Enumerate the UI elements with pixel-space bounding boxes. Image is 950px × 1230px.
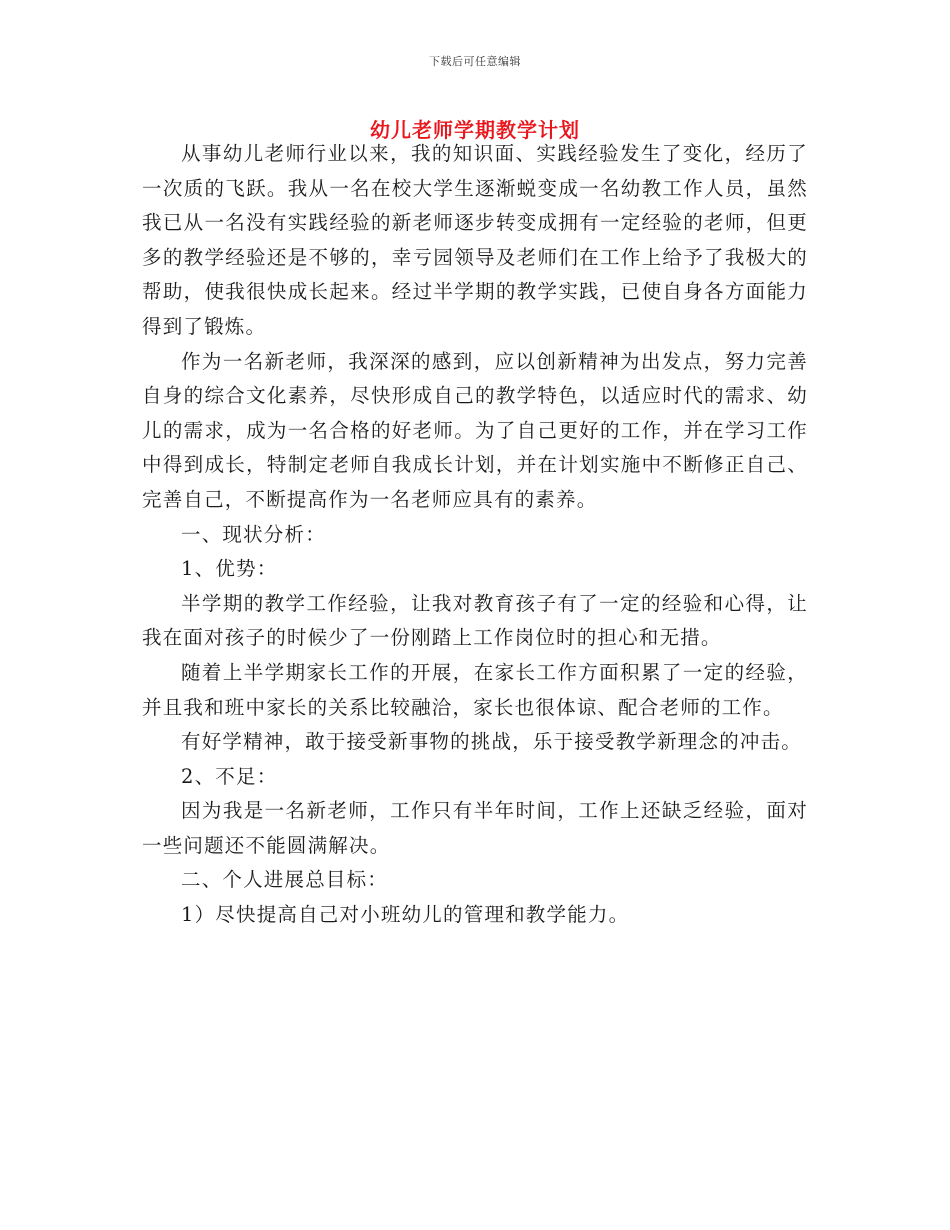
- paragraph-intro: 从事幼儿老师行业以来，我的知识面、实践经验发生了变化，经历了一次质的飞跃。我从一名在校大学生逐渐蜕变成一名幼教工作人员，虽然我已从一名没有实践经验的新老师逐步转变成拥有一定经验的老师，但更多的教学经验还是不够的，幸亏园领导及老师们在工作上给予了我极大的帮助，使我很快成长起来。经过半学期的教学实践，已使自身各方面能力得到了锻炼。: [142, 142, 808, 338]
- paragraph-weakness-1: 因为我是一名新老师，工作只有半年时间，工作上还缺乏经验，面对一些问题还不能圆满解决。: [142, 799, 808, 857]
- subheading-weaknesses: 2、不足：: [181, 764, 278, 788]
- subheading-strengths: 1、优势：: [181, 557, 278, 581]
- document-title: 幼儿老师学期教学计划: [370, 118, 580, 142]
- paragraph-strength-2: 随着上半学期家长工作的开展，在家长工作方面积累了一定的经验，并且我和班中家长的关系比较融洽，家长也很体谅、配合老师的工作。: [142, 660, 808, 719]
- paragraph-strength-3: 有好学精神，敢于接受新事物的挑战，乐于接受教学新理念的冲击。: [181, 730, 803, 754]
- paragraph-goals: 作为一名新老师，我深深的感到，应以创新精神为出发点，努力完善自身的综合文化素养，尽快形成自己的教学特色，以适应时代的需求、幼儿的需求，成为一名合格的好老师。为了自己更好的工作，并在学习工作中得到成长，特制定老师自我成长计划，并在计划实施中不断修正自己、完善自己，不断提高作为一名老师应具有的素养。: [142, 349, 808, 511]
- header-note: 下载后可任意编辑: [429, 55, 521, 68]
- paragraph-strength-1: 半学期的教学工作经验，让我对教育孩子有了一定的经验和心得，让我在面对孩子的时候少了一份刚踏上工作岗位时的担心和无措。: [142, 591, 808, 650]
- section-heading-objectives: 二、个人进展总目标：: [181, 868, 389, 892]
- document-body: [142, 137, 808, 933]
- section-heading-status: 一、现状分析：: [181, 522, 326, 546]
- paragraph-objective-1: 1）尽快提高自己对小班幼儿的管理和教学能力。: [181, 903, 630, 927]
